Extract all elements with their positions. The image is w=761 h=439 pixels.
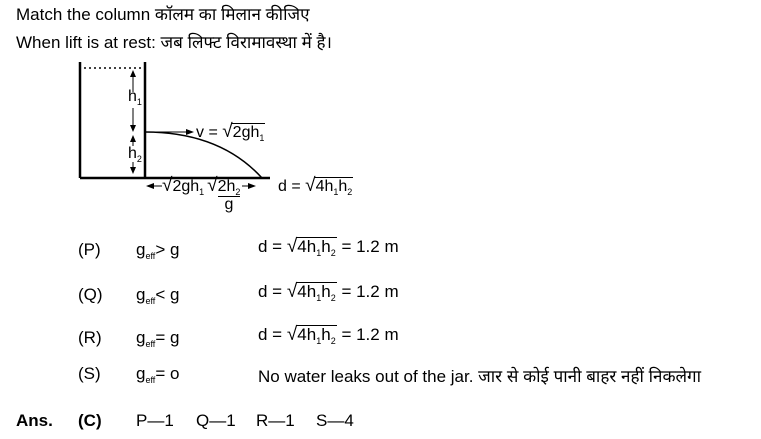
answer-pair-p: P—1 <box>136 411 174 430</box>
answer-pair-s: S—4 <box>316 411 354 430</box>
h1-arrowhead-down <box>130 125 136 132</box>
answer-pair-r: R—1 <box>256 411 295 430</box>
row-label-q: (Q) <box>78 285 103 304</box>
distance-formula: $d = √4h_1h_2$ <box>278 175 353 197</box>
answer-option: (C) <box>78 411 102 430</box>
h1-label: $h_1$ <box>128 88 142 107</box>
row-g-s: $g_{eff}= o$ <box>136 364 180 385</box>
h2-label: $h_2$ <box>128 145 142 164</box>
row-d-q: $d = √4h_1h_2 = 1.2$ m <box>258 281 399 303</box>
row-label-p: (P) <box>78 240 101 259</box>
row-label-s: (S) <box>78 364 101 383</box>
question-condition: When lift is at rest: जब लिफ्ट विरामावस्था में है। <box>16 33 332 52</box>
h2-arrowhead-down <box>130 167 136 174</box>
row-g-p: $g_{eff}> g$ <box>136 240 180 261</box>
row-g-q: $g_{eff}< g$ <box>136 285 180 306</box>
h1-arrowhead-up <box>130 70 136 77</box>
range-arrowhead-left <box>146 183 154 189</box>
range-arrowhead-right <box>248 183 256 189</box>
jar-diagram <box>70 58 370 218</box>
velocity-label: $v = √2gh_1$ <box>196 121 265 143</box>
row-d-p: $d = √4h_1h_2 = 1.2$ m <box>258 236 399 258</box>
row-note-s: No water leaks out of the jar. जार से कोई पानी बाहर नहीं निकलेगा <box>258 367 702 386</box>
row-label-r: (R) <box>78 328 102 347</box>
row-d-r: $d = √4h_1h_2 = 1.2$ m <box>258 324 399 346</box>
row-g-r: $g_{eff}= g$ <box>136 328 180 349</box>
answer-pair-q: Q—1 <box>196 411 236 430</box>
jet-arrowhead <box>186 129 194 135</box>
question-title: Match the column कॉलम का मिलान कीजिए <box>16 5 310 24</box>
range-formula: $√2gh_1$ √ $\frac{2h_2}{g}$ <box>162 175 241 213</box>
answer-label: Ans. <box>16 411 53 430</box>
